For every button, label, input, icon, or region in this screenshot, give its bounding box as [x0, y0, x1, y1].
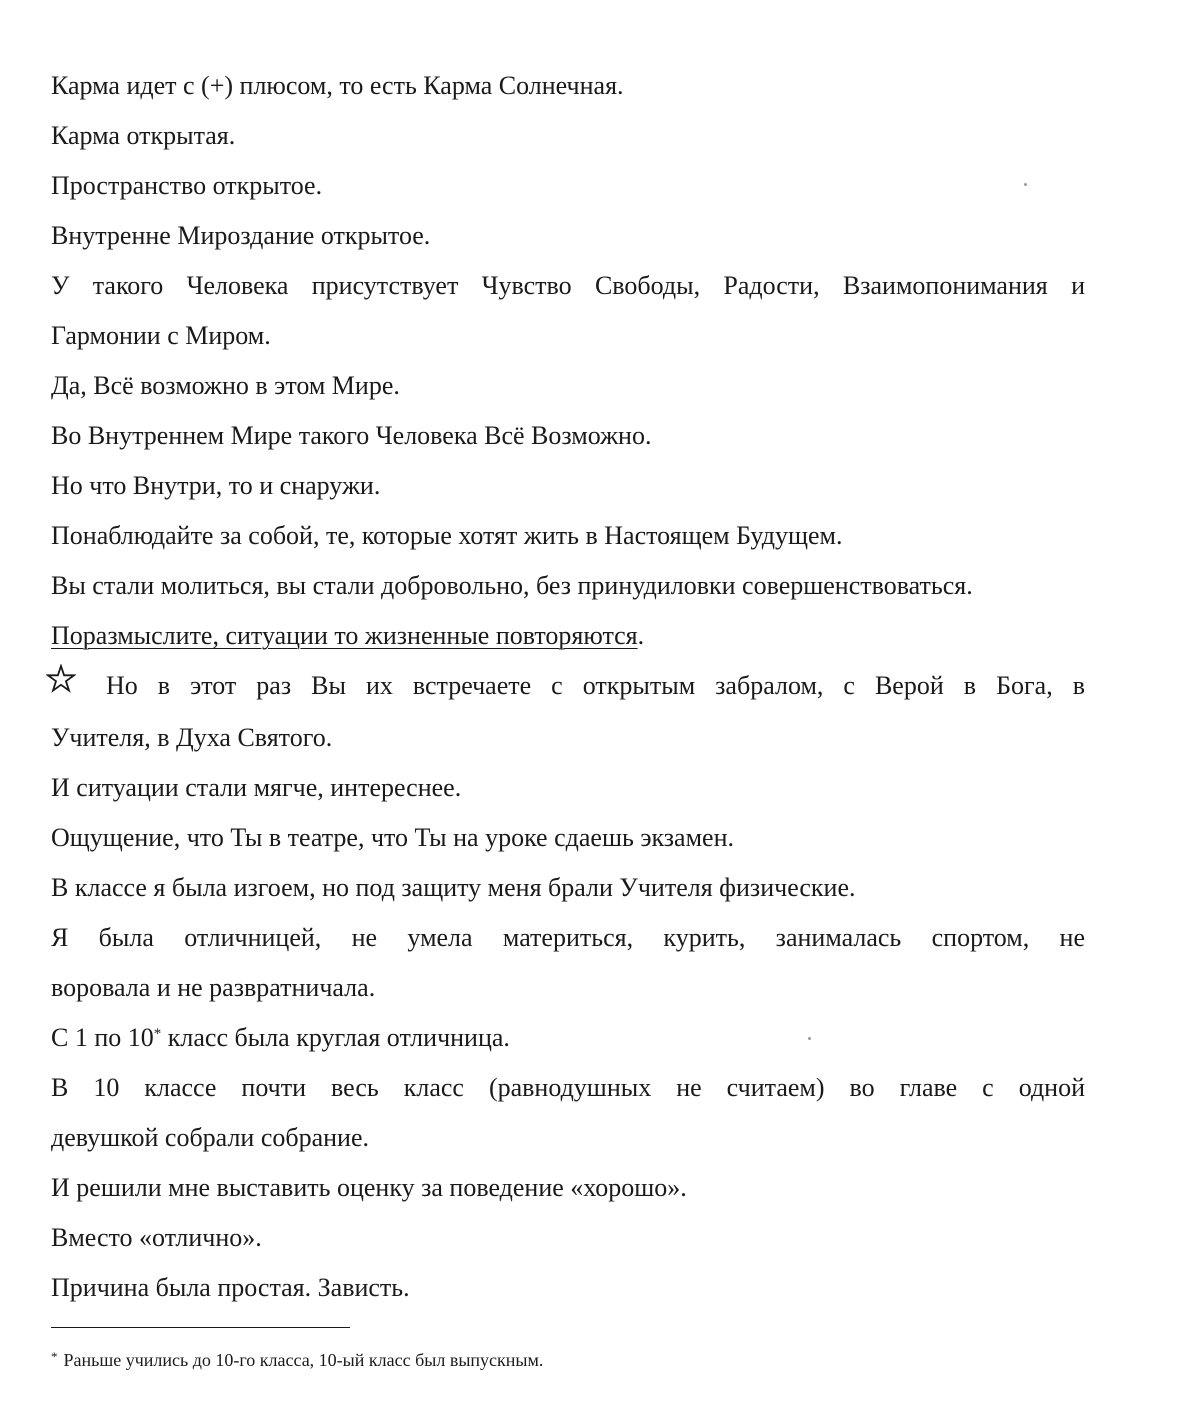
text-line: Внутренне Мироздание открытое. — [51, 221, 431, 250]
text-line: девушкой собрали собрание. — [51, 1123, 370, 1152]
star-icon — [46, 664, 76, 694]
text-line: Причина была простая. Зависть. — [51, 1273, 410, 1302]
text-line: Но что Внутри, то и снаружи. — [51, 471, 381, 500]
footnote-text: Раньше учились до 10-го класса, 10-ый класс был выпускным. — [63, 1350, 544, 1370]
text-line: Во Внутреннем Мире такого Человека Всё Возможно. — [51, 421, 652, 450]
text-line: Карма идет с (+) плюсом, то есть Карма Солнечная. — [51, 71, 624, 100]
text-segment: класс была круглая отличница. — [167, 1023, 510, 1052]
text-line: Гармонии с Миром. — [51, 321, 271, 350]
period: . — [637, 621, 645, 650]
text-line: В классе я была изгоем, но под защиту меня брали Учителя физические. — [51, 873, 856, 902]
text-line: воровала и не развратничала. — [51, 973, 376, 1002]
footnote-divider — [51, 1327, 350, 1328]
footnote-marker: * — [153, 1026, 162, 1042]
text-line: У такого Человека присутствует Чувство Свободы, Радости, Взаимопонимания и — [51, 271, 1085, 300]
text-line: В 10 классе почти весь класс (равнодушных не считаем) во главе с одной — [51, 1073, 1085, 1102]
text-line: Ощущение, что Ты в театре, что Ты на уроке сдаешь экзамен. — [51, 823, 734, 852]
text-segment: С 1 по 10 — [51, 1023, 154, 1052]
footnote — [51, 1349, 543, 1371]
footnote-marker: * — [51, 1349, 58, 1364]
text-line — [51, 621, 644, 651]
text-line — [51, 1023, 510, 1053]
text-line: И решили мне выставить оценку за поведение «хорошо». — [51, 1173, 687, 1202]
underlined-text: Поразмыслите, ситуации то жизненные повторяются — [51, 621, 638, 650]
text-line: Понаблюдайте за собой, те, которые хотят жить в Настоящем Будущем. — [51, 521, 843, 550]
text-line: Карма открытая. — [51, 121, 236, 150]
text-line: Вы стали молиться, вы стали добровольно, без принудиловки совершенствоваться. — [51, 571, 973, 600]
text-line: Учителя, в Духа Святого. — [51, 723, 333, 752]
text-line: Я была отличницей, не умела материться, курить, занималась спортом, не — [51, 923, 1085, 952]
scan-speck — [808, 1037, 811, 1040]
scan-speck — [1024, 183, 1027, 186]
text-line: Вместо «отлично». — [51, 1223, 262, 1252]
text-line: Пространство открытое. — [51, 171, 323, 200]
text-line: И ситуации стали мягче, интереснее. — [51, 773, 462, 802]
text-line: Да, Всё возможно в этом Мире. — [51, 371, 400, 400]
text-line: Но в этот раз Вы их встречаете с открытым забралом, с Верой в Бога, в — [106, 671, 1085, 700]
